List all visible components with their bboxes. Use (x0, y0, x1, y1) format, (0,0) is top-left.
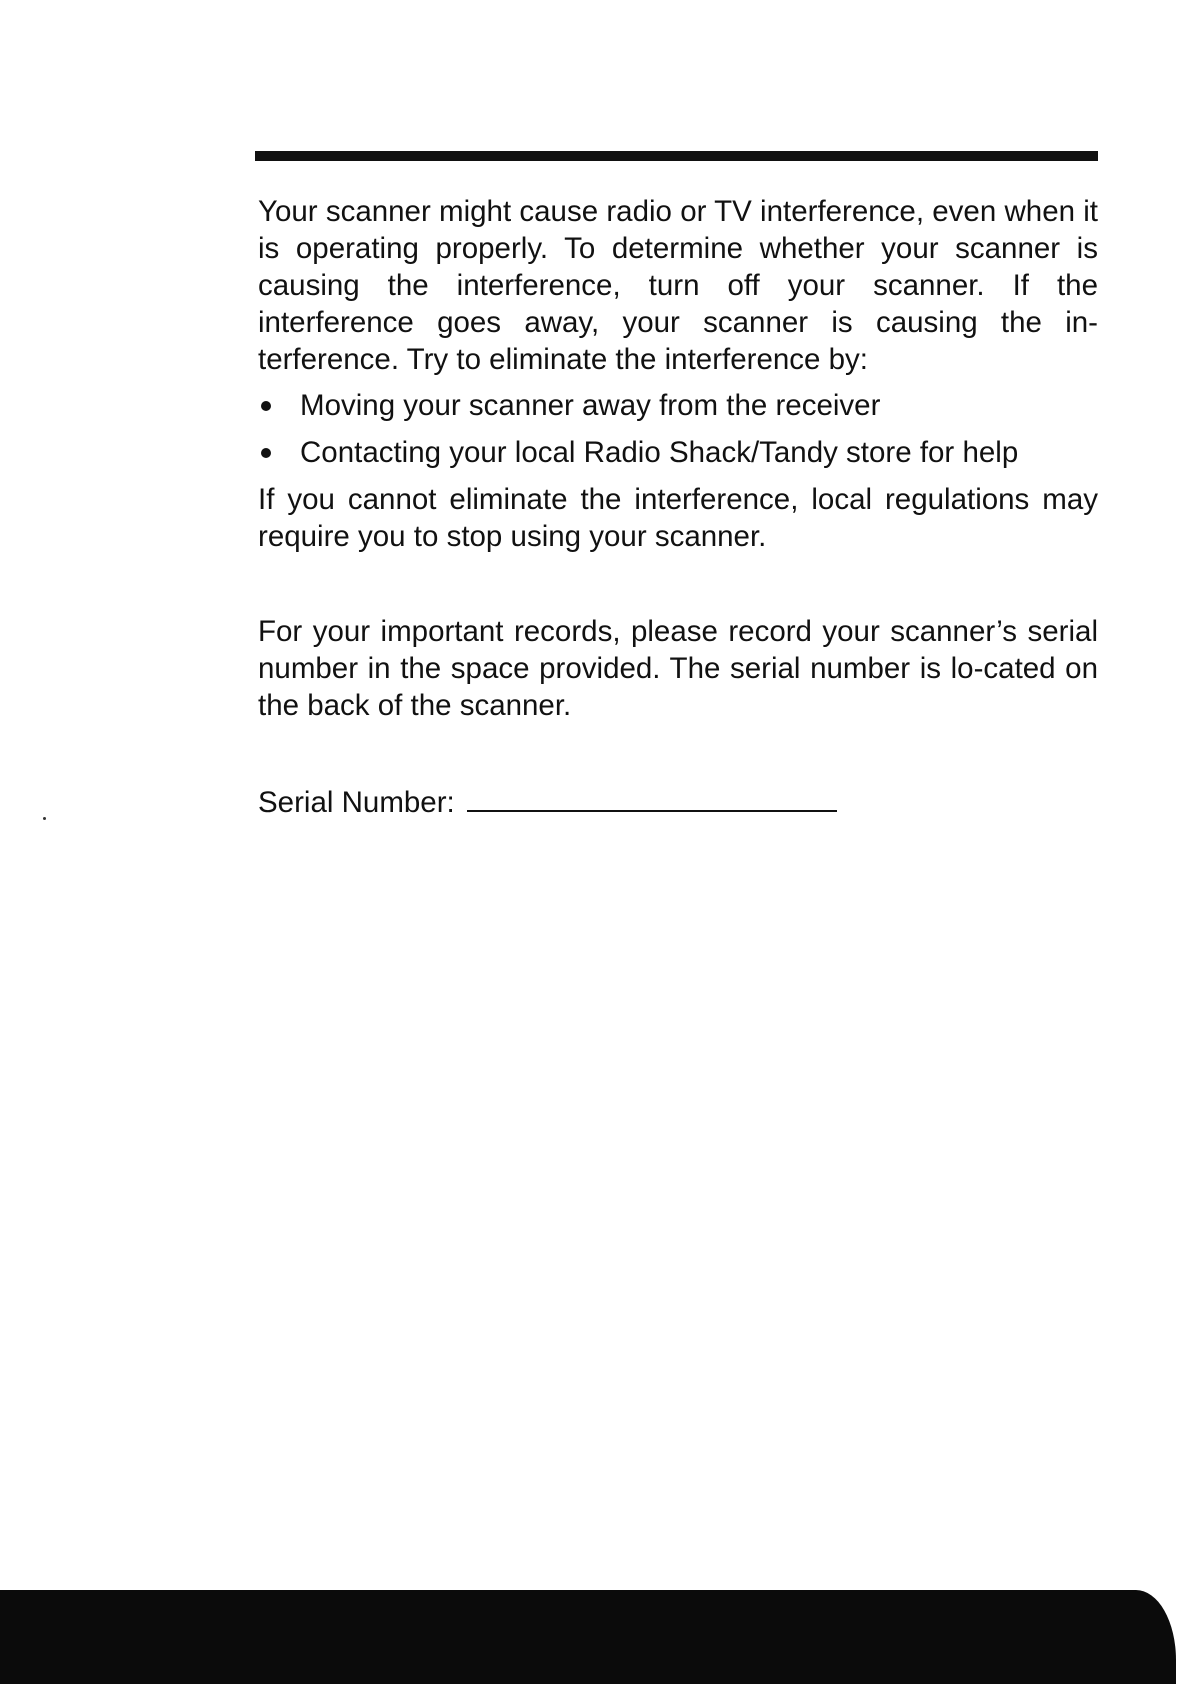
interference-closing: If you cannot eliminate the interference, local regulations may require you to stop using your scanner. (258, 483, 1098, 553)
bullet-icon (261, 448, 271, 458)
interference-remedies-list (258, 387, 1098, 471)
bullet-icon (261, 401, 271, 411)
section-top-rule (255, 151, 1098, 161)
page-content (258, 193, 1098, 821)
list-item-text: Contacting your local Radio Shack/Tandy store for help (300, 436, 1019, 469)
serial-number-blank (467, 782, 837, 812)
records-paragraph: For your important records, please record your scanner’s serial number in the space provided. The serial number is lo-cated on the back of the scanner. (258, 615, 1098, 722)
list-item (258, 434, 1098, 471)
serial-number-label: Serial Number: (258, 786, 455, 819)
serial-number-field (258, 782, 1098, 821)
list-item (258, 387, 1098, 424)
interference-intro: Your scanner might cause radio or TV interference, even when it is operating properly. To determine whether your scanner is causing the interference, turn off your scanner. If the interference goes away, your scanner is causing the in-terference. Try to eliminate the interference by: (258, 195, 1098, 376)
page-footer-bar (0, 1590, 1176, 1684)
scan-speck (43, 817, 46, 820)
list-item-text: Moving your scanner away from the receiver (300, 389, 881, 422)
